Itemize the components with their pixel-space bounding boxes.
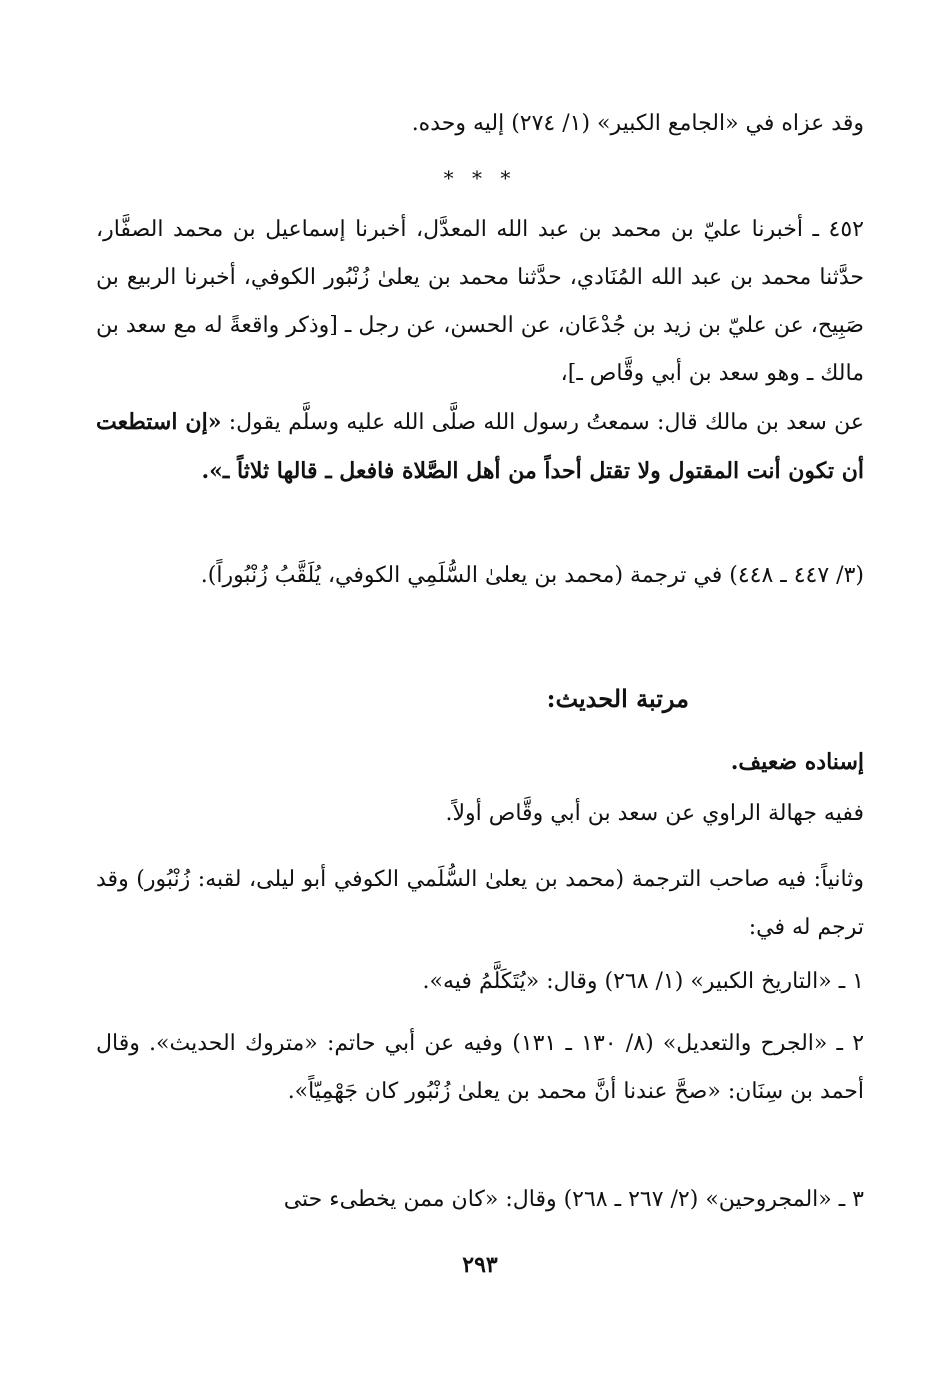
hadith-reference: (٣/ ٤٤٧ ـ ٤٤٨) في ترجمة (محمد بن يعلىٰ السُّلَمِي الكوفي، يُلَقَّبُ زُنْبُوراً).	[200, 563, 864, 588]
section-separator: * * *	[443, 166, 517, 190]
grade-heading: مرتبة الحديث:	[546, 684, 689, 713]
hadith-matn-paragraph	[96, 398, 864, 496]
intro-line: وقد عزاه في «الجامع الكبير» (١/ ٢٧٤) إليه وحده.	[411, 111, 864, 136]
grade-verdict: إسناده ضعيف.	[730, 749, 864, 775]
hadith-isnad: ٤٥٢ ـ أخبرنا عليّ بن محمد بن عبد الله المعدَّل، أخبرنا إسماعيل بن محمد الصفَّار، حدَّثنا محمد بن عبد الله المُنَادي، حدَّثنا محمد بن يعلىٰ زُنْبُور الكوفي، أخبرنا الربيع بن صَبِيح، عن عليّ بن زيد بن جُدْعَان، عن الحسن، عن رجل ـ [وذكر واقعةً له مع سعد بن مالك ـ وهو سعد بن أبي وقَّاص ـ]،	[96, 217, 864, 386]
book-page	[96, 0, 864, 1373]
reason-2: وثانياً: فيه صاحب الترجمة (محمد بن يعلىٰ السُّلَمي الكوفي أبو ليلى، لقبه: زُنْبُور) وقد ترجم له في:	[96, 867, 864, 940]
reason-1: ففيه جهالة الراوي عن سعد بن أبي وقَّاص أولاً.	[445, 801, 864, 826]
hadith-matn: «إن استطعت أن تكون أنت المقتول ولا تقتل أحداً من أهل الصَّلاة فافعل ـ قالها ثلاثاً ـ».	[96, 409, 864, 484]
page-number: ٢٩٣	[462, 1252, 498, 1278]
source-item-3: ٣ ـ «المجروحين» (٢/ ٢٦٧ ـ ٢٦٨) وقال: «كان ممن يخطىء حتى	[283, 1187, 864, 1212]
hadith-matn-intro: عن سعد بن مالك قال: سمعتُ رسول الله صلَّى الله عليه وسلَّم يقول:	[221, 410, 864, 435]
source-item-1: ١ ـ «التاريخ الكبير» (١/ ٢٦٨) وقال: «يُتَكَلَّمُ فيه».	[422, 969, 864, 994]
source-item-2: ٢ ـ «الجرح والتعديل» (٨/ ١٣٠ ـ ١٣١) وفيه عن أبي حاتم: «متروك الحديث». وقال أحمد بن سِنَان: «صحَّ عندنا أنَّ محمد بن يعلىٰ زُنْبُور كان جَهْمِيّاً».	[96, 1031, 865, 1104]
